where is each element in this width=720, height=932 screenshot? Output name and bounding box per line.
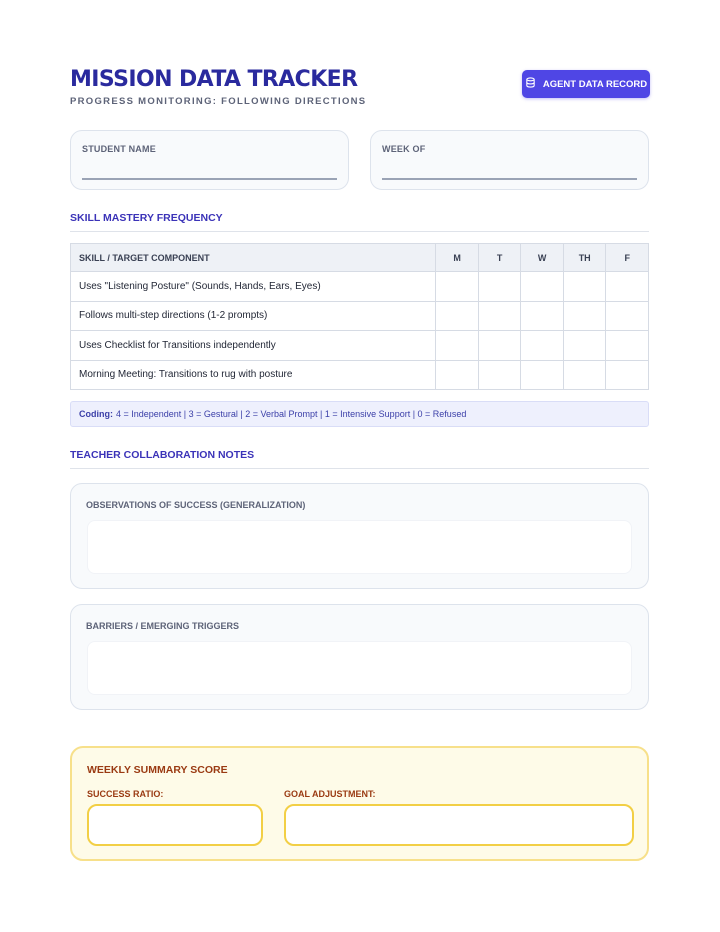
week-of-card (370, 130, 649, 190)
score-cell[interactable] (563, 360, 606, 390)
score-cell[interactable] (521, 331, 564, 361)
coding-legend (70, 401, 649, 427)
skill-mastery-table (70, 243, 649, 390)
coding-label: Coding: (79, 409, 113, 419)
score-cell[interactable] (521, 272, 564, 302)
score-cell[interactable] (436, 272, 479, 302)
barriers-label: BARRIERS / EMERGING TRIGGERS (86, 621, 240, 631)
table-row (71, 360, 649, 390)
score-cell[interactable] (478, 331, 521, 361)
coding-text: 4 = Independent | 3 = Gestural | 2 = Verbal Prompt | 1 = Intensive Support | 0 = Refused (116, 409, 467, 419)
column-header-monday: M (436, 244, 479, 272)
score-cell[interactable] (478, 360, 521, 390)
score-cell[interactable] (606, 360, 649, 390)
column-header-friday: F (606, 244, 649, 272)
weekly-summary-card (70, 746, 649, 861)
score-cell[interactable] (521, 301, 564, 331)
skill-cell: Follows multi-step directions (1-2 prompts) (71, 301, 436, 331)
score-cell[interactable] (436, 331, 479, 361)
score-cell[interactable] (563, 301, 606, 331)
table-row (71, 331, 649, 361)
column-header-tuesday: T (478, 244, 521, 272)
success-ratio-label: SUCCESS RATIO: (87, 789, 164, 799)
barriers-input[interactable] (87, 641, 632, 695)
score-cell[interactable] (606, 272, 649, 302)
agent-data-record-button[interactable] (522, 70, 650, 98)
score-cell[interactable] (563, 331, 606, 361)
student-name-field[interactable] (82, 178, 337, 180)
observations-input[interactable] (87, 520, 632, 574)
weekly-summary-title: WEEKLY SUMMARY SCORE (87, 764, 228, 776)
database-icon (525, 77, 536, 91)
table-header-row (71, 244, 649, 272)
score-cell[interactable] (478, 272, 521, 302)
column-header-thursday: TH (563, 244, 606, 272)
column-header-skill: SKILL / TARGET COMPONENT (71, 244, 436, 272)
collaboration-notes-heading: TEACHER COLLABORATION NOTES (70, 449, 649, 469)
table-row (71, 272, 649, 302)
column-header-wednesday: W (521, 244, 564, 272)
goal-adjustment-label: GOAL ADJUSTMENT: (284, 789, 376, 799)
success-ratio-field[interactable] (87, 804, 263, 846)
score-cell[interactable] (478, 301, 521, 331)
score-cell[interactable] (436, 301, 479, 331)
table-row (71, 301, 649, 331)
goal-adjustment-field[interactable] (284, 804, 634, 846)
skill-cell: Uses "Listening Posture" (Sounds, Hands, Ears, Eyes) (71, 272, 436, 302)
observations-label: OBSERVATIONS OF SUCCESS (GENERALIZATION) (86, 500, 306, 510)
week-of-label: WEEK OF (382, 144, 426, 154)
score-cell[interactable] (606, 301, 649, 331)
skill-cell: Morning Meeting: Transitions to rug with posture (71, 360, 436, 390)
observations-card (70, 483, 649, 589)
score-cell[interactable] (606, 331, 649, 361)
page-title: MISSION DATA TRACKER (70, 67, 358, 92)
skill-cell: Uses Checklist for Transitions independently (71, 331, 436, 361)
score-cell[interactable] (563, 272, 606, 302)
skill-mastery-heading: SKILL MASTERY FREQUENCY (70, 212, 649, 232)
student-name-card (70, 130, 349, 190)
week-of-field[interactable] (382, 178, 637, 180)
score-cell[interactable] (521, 360, 564, 390)
agent-data-record-label: AGENT DATA RECORD (542, 78, 648, 90)
barriers-card (70, 604, 649, 710)
score-cell[interactable] (436, 360, 479, 390)
student-name-label: STUDENT NAME (82, 144, 156, 154)
page-subtitle: PROGRESS MONITORING: FOLLOWING DIRECTIONS (70, 96, 367, 107)
